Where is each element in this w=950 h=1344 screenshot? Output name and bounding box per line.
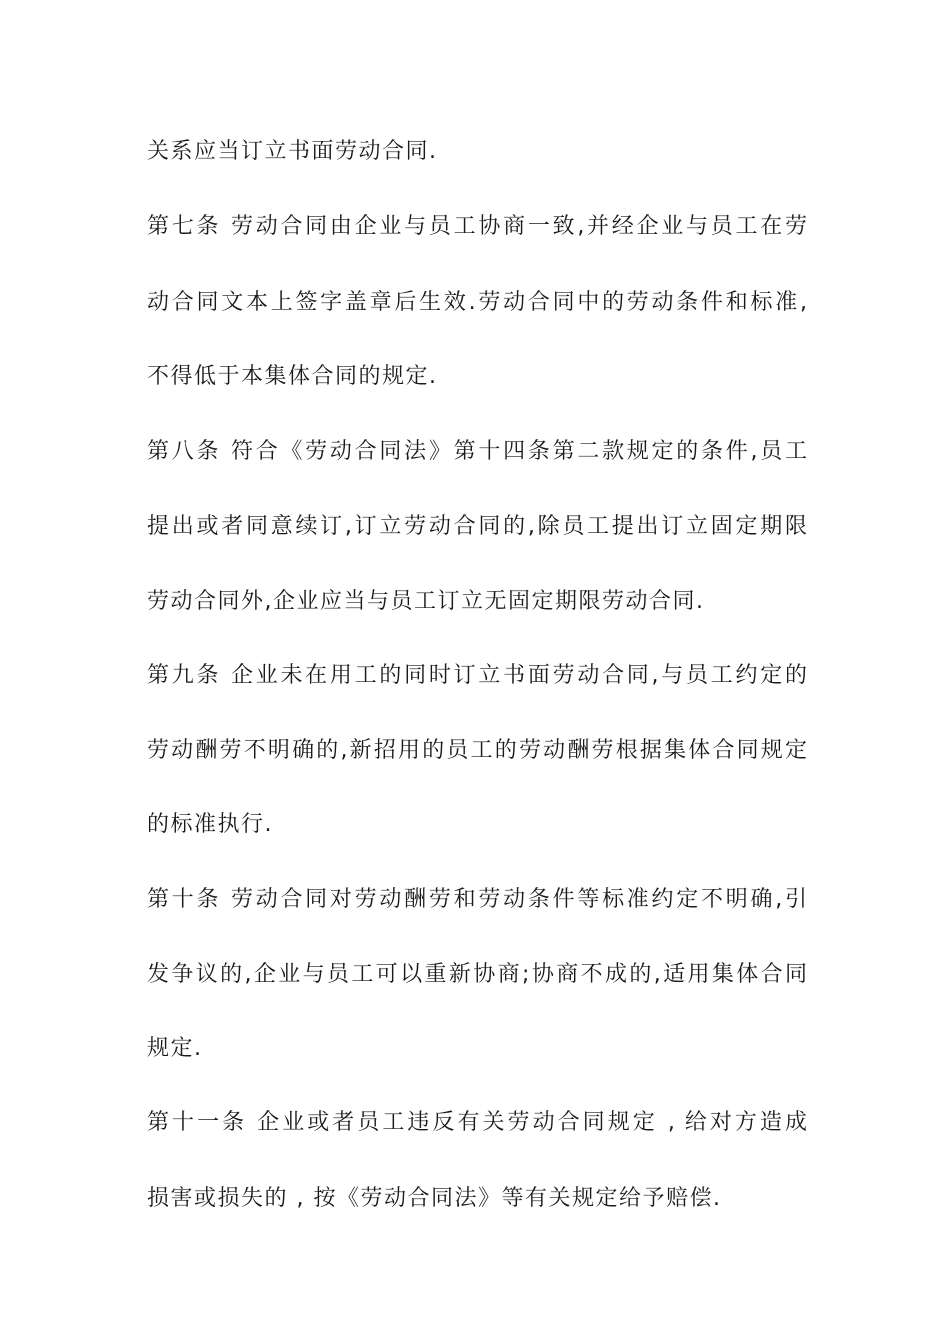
text-line-13: 规定. <box>147 1036 203 1061</box>
text-line-12: 发争议的,企业与员工可以重新协商;协商不成的,适用集体合同 <box>147 962 807 987</box>
text-line-14: 第十一条 企业或者员工违反有关劳动合同规定 , 给对方造成 <box>147 1110 807 1135</box>
text-line-1: 关系应当订立书面劳动合同. <box>147 139 438 164</box>
text-line-5: 第八条 符合《劳动合同法》第十四条第二款规定的条件,员工 <box>147 439 807 464</box>
text-line-8: 第九条 企业未在用工的同时订立书面劳动合同,与员工约定的 <box>147 663 807 688</box>
text-line-6: 提出或者同意续订,订立劳动合同的,除员工提出订立固定期限 <box>147 514 807 539</box>
text-line-9: 劳动酬劳不明确的,新招用的员工的劳动酬劳根据集体合同规定 <box>147 738 807 763</box>
text-line-15: 损害或损失的 , 按《劳动合同法》等有关规定给予赔偿. <box>147 1186 722 1211</box>
text-line-3: 动合同文本上签字盖章后生效.劳动合同中的劳动条件和标准, <box>147 290 807 315</box>
text-line-10: 的标准执行. <box>147 812 273 837</box>
text-line-4: 不得低于本集体合同的规定. <box>147 364 438 389</box>
text-line-11: 第十条 劳动合同对劳动酬劳和劳动条件等标准约定不明确,引 <box>147 887 807 912</box>
text-line-7: 劳动合同外,企业应当与员工订立无固定期限劳动合同. <box>147 589 705 614</box>
text-line-2: 第七条 劳动合同由企业与员工协商一致,并经企业与员工在劳 <box>147 214 807 239</box>
